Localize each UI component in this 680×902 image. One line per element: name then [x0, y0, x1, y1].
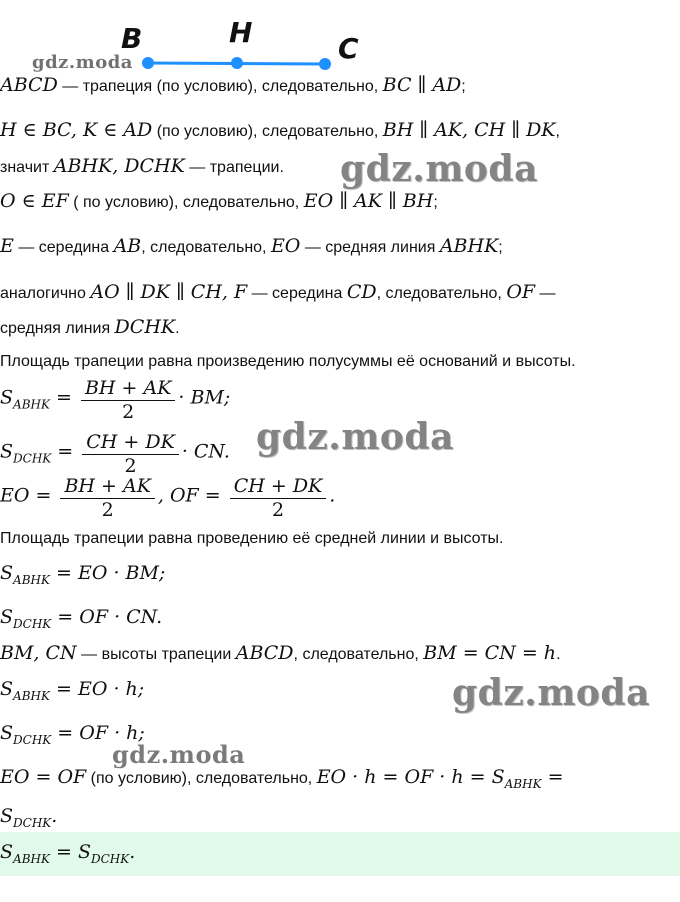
point-c	[319, 58, 331, 70]
text-line-3: значит ABHK, DCHK — трапеции.	[0, 155, 284, 177]
fraction: $\frac{CH + DK}{2}$	[230, 474, 327, 521]
watermark: gdz.moda	[112, 740, 246, 769]
point-b	[142, 57, 154, 69]
fraction: $\frac{CH + DK}{2}$	[82, 430, 179, 477]
watermark: gdz.moda	[340, 148, 538, 190]
formula-midlines: EO = $\frac{BH + AK}{2}$ , OF = $\frac{CH + DK}{2}$ .	[0, 475, 336, 521]
formula-dchk-h: $S_{DCHK}$ = OF · h;	[0, 722, 145, 747]
formula-abhk-h: $S_{ABHK}$ = EO · h;	[0, 678, 145, 703]
figure-watermark: gdz.moda	[32, 52, 133, 73]
answer-line: $S_{ABHK} = S_{DCHK}$.	[0, 841, 136, 866]
watermark: gdz.moda	[256, 416, 454, 458]
watermark: gdz.moda	[452, 672, 650, 714]
text-line-1: ABCD — трапеция (по условию), следовательно, BC ∥ AD;	[0, 74, 466, 96]
text-line-7: средняя линия DCHK.	[0, 316, 180, 338]
text-line-6: аналогично AO ∥ DK ∥ CH, F — середина CD, следовательно, OF —	[0, 281, 556, 303]
text-line-15: BM, CN — высоты трапеции ABCD, следовательно, BM = CN = h.	[0, 642, 561, 664]
point-label-h: H	[229, 16, 253, 49]
text-line-8: Площадь трапеции равна произведению полусуммы её оснований и высоты.	[0, 353, 576, 370]
point-label-c: C	[338, 32, 359, 65]
point-h	[231, 57, 243, 69]
text-line-4: O ∈ EF ( по условию), следовательно, EO ∥ AK ∥ BH;	[0, 190, 438, 212]
formula-area-dchk: $S_{DCHK}$ = $\frac{CH + DK}{2}$ · CN.	[0, 431, 230, 477]
formula-area-abhk: $S_{ABHK}$ = $\frac{BH + AK}{2}$ · BM;	[0, 377, 231, 423]
fraction: $\frac{BH + AK}{2}$	[81, 376, 175, 423]
formula-abhk-midline: $S_{ABHK}$ = EO · BM;	[0, 562, 166, 587]
point-label-b: B	[121, 22, 143, 55]
text-line-5: E — середина AB, следовательно, EO — средняя линия ABHK;	[0, 235, 503, 257]
formula-sdchk: $S_{DCHK}$.	[0, 805, 58, 830]
text-line-12: Площадь трапеции равна проведению её средней линии и высоты.	[0, 530, 504, 547]
formula-dchk-midline: $S_{DCHK}$ = OF · CN.	[0, 606, 163, 631]
text-line-18: EO = OF (по условию), следовательно, EO · h = OF · $h = S_{ABHK}$ =	[0, 766, 564, 791]
fraction: $\frac{BH + AK}{2}$	[60, 474, 154, 521]
text-line-2: H ∈ BC, K ∈ AD (по условию), следовательно, BH ∥ AK, CH ∥ DK,	[0, 119, 560, 141]
